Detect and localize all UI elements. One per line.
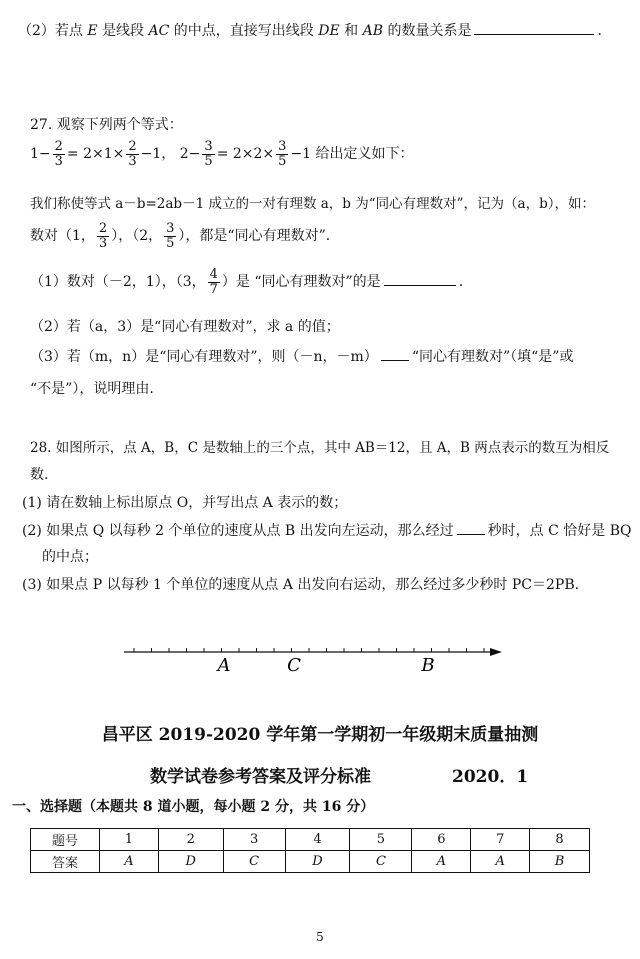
table-cell: 8	[530, 829, 590, 851]
point-label-b: B	[421, 655, 435, 676]
table-cell: C	[223, 851, 285, 873]
table-cell: 3	[223, 829, 285, 851]
q27-example: 数对（1， $\frac{2}{3}$ ），（2， $\frac{3}{5}$ ），都是“同心有理数对”．	[30, 221, 340, 251]
q26-part2-line: （2）若点 E 是线段 AC 的中点，直接写出线段 DE 和 AB 的数量关系是 .	[18, 23, 602, 39]
number-line-ticks	[134, 648, 484, 652]
answer-blank	[381, 359, 409, 361]
fraction: $\frac{4}{7}$	[209, 267, 218, 297]
q28-part3: (3) 如果点 P 以每秒 1 个单位的速度从点 A 出发向右运动，那么经过多少秒时 PC＝2PB.	[22, 577, 580, 593]
q27-part3-cont: “不是”），说明理由.	[30, 381, 154, 397]
table-cell: D	[285, 851, 350, 873]
q27-part2: （2）若（a，3）是“同心有理数对”，求 a 的值；	[30, 319, 340, 335]
table-cell: 7	[471, 829, 530, 851]
row-header-question: 题号	[31, 829, 100, 851]
q28-part2-cont: 的中点；	[42, 549, 98, 565]
answer-key-date: 2020．1	[452, 767, 529, 787]
point-label-c: C	[287, 655, 301, 676]
fraction: $\frac{2}{3}$	[54, 139, 63, 169]
answer-blank	[457, 533, 485, 535]
table-cell: 2	[158, 829, 223, 851]
table-cell: B	[530, 851, 590, 873]
table-row	[31, 829, 590, 851]
table-cell: A	[471, 851, 530, 873]
table-row	[31, 851, 590, 873]
number-line	[0, 630, 640, 690]
table-cell: 1	[100, 829, 159, 851]
answer-blank	[384, 284, 456, 286]
fraction: $\frac{2}{3}$	[98, 221, 108, 251]
section-heading: 一、选择题（本题共 8 道小题，每小题 2 分，共 16 分）	[12, 799, 375, 815]
q27-part1: （1）数对（－2，1），（3， $\frac{4}{7}$ ）是 “同心有理数对”的是 .	[30, 267, 464, 297]
fraction: $\frac{3}{5}$	[278, 139, 287, 169]
answer-table	[30, 828, 590, 873]
fraction: $\frac{2}{3}$	[128, 139, 137, 169]
table-cell: A	[412, 851, 471, 873]
q27-definition: 我们称使等式 a－b=2ab－1 成立的一对有理数 a，b 为“同心有理数对”，记为（a，b），如：	[30, 196, 595, 212]
table-cell: A	[100, 851, 159, 873]
answer-key-subtitle: 数学试卷参考答案及评分标准	[150, 767, 371, 787]
arrow-right-icon	[490, 648, 502, 656]
answer-blank	[474, 33, 594, 35]
row-header-answer: 答案	[31, 851, 100, 873]
fraction: $\frac{3}{5}$	[166, 221, 175, 251]
table-cell: 4	[285, 829, 350, 851]
fraction: $\frac{3}{5}$	[204, 139, 213, 169]
table-cell: C	[350, 851, 412, 873]
q28-heading: 28. 如图所示，点 A，B，C 是数轴上的三个点，其中 AB＝12，且 A，B 两点表示的数互为相反	[30, 440, 610, 456]
point-label-a: A	[217, 655, 231, 676]
q28-part2: (2) 如果点 Q 以每秒 2 个单位的速度从点 B 出发向左运动，那么经过 秒时，点 C 恰好是 BQ	[22, 523, 632, 539]
q27-heading: 27. 观察下列两个等式：	[30, 117, 183, 133]
page-number: 5	[316, 930, 324, 944]
table-cell: D	[158, 851, 223, 873]
table-cell: 6	[412, 829, 471, 851]
q28-part1: (1) 请在数轴上标出原点 O，并写出点 A 表示的数；	[22, 495, 348, 511]
q27-equations: 1− $\frac{2}{3}$ = 2×1× $\frac{2}{3}$ −1， 2− $\frac{3}{5}$ = 2×2× $\frac{3}{5}$ −1 给出定义如下：	[30, 139, 414, 169]
q28-heading-cont: 数.	[30, 467, 49, 483]
table-cell: 5	[350, 829, 412, 851]
q27-part3: （3）若（m，n）是“同心有理数对”，则（－n，－m） “同心有理数对”（填“是”或	[30, 349, 574, 365]
answer-key-title: 昌平区 2019-2020 学年第一学期初一年级期末质量抽测	[101, 725, 539, 745]
